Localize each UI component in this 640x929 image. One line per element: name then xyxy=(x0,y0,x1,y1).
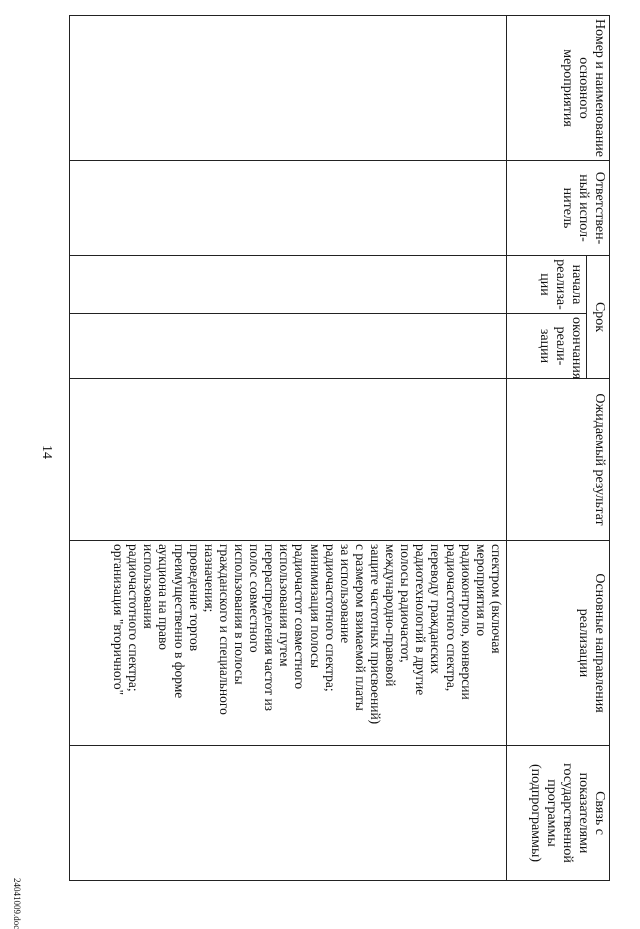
header-program-link: Связь с показателями государственной программы (подпрограммы) xyxy=(506,746,609,881)
header-term: Срок xyxy=(586,256,609,379)
directions-line: преимущественно в форме xyxy=(171,544,187,699)
header-executor: Ответствен-ный испол-нитель xyxy=(506,161,609,256)
directions-line: аукциона на право xyxy=(156,544,172,651)
directions-line: полос совместного xyxy=(247,544,263,653)
directions-line: переводу гражданских xyxy=(428,544,444,674)
header-activity: Номер и наименование основного мероприятия xyxy=(506,16,609,161)
directions-line: за использование xyxy=(337,544,353,644)
directions-line: радиоконтролю, конверсии xyxy=(458,544,474,700)
cell-directions xyxy=(70,541,507,746)
header-row-1 xyxy=(586,16,609,881)
directions-line: использования путем xyxy=(277,544,293,667)
directions-line: назначения; xyxy=(201,544,217,613)
directions-line: минимизация полосы xyxy=(307,544,323,669)
directions-line: мероприятия по xyxy=(473,544,489,637)
document-filename: 24041009.doc xyxy=(12,878,22,929)
activities-table xyxy=(69,15,610,881)
cell-executor xyxy=(70,161,507,256)
cell-activity xyxy=(70,16,507,161)
directions-line: радиотехнологий в другие xyxy=(413,544,429,696)
directions-line: спектром (включая xyxy=(488,544,504,654)
cell-term-start xyxy=(70,256,507,314)
directions-line: использования xyxy=(141,544,157,629)
cell-program-link xyxy=(70,746,507,881)
directions-line: перераспределения частот из xyxy=(262,544,278,712)
directions-line: радиочастотного спектра, xyxy=(443,544,459,692)
directions-line: радиочастотного спектра; xyxy=(322,544,338,692)
cell-term-end xyxy=(70,314,507,379)
header-term-start: начала реализа-ции xyxy=(506,256,586,314)
directions-line: радиочастот совместного xyxy=(292,544,308,690)
directions-line: защите частотных присвоений) xyxy=(367,544,383,725)
directions-line: использования в полосы xyxy=(231,544,247,685)
header-expected-result: Ожидаемый результат xyxy=(506,379,609,541)
directions-line: проведение торгов xyxy=(186,544,202,652)
body-row xyxy=(70,16,507,881)
directions-line: с размером взимаемой платы xyxy=(352,544,368,711)
directions-line: гражданского и специального xyxy=(216,544,232,715)
directions-line: радиочастотного спектра; xyxy=(126,544,142,692)
cell-expected-result xyxy=(70,379,507,541)
page-number: 14 xyxy=(39,445,54,459)
header-term-end: окончания реали-зации xyxy=(506,314,586,379)
directions-line: организация "вторичного" xyxy=(111,544,127,696)
header-directions: Основные направления реализации xyxy=(506,541,609,746)
directions-line: международно-правовой xyxy=(383,544,399,687)
directions-line: полосы радиочастот, xyxy=(398,544,414,663)
